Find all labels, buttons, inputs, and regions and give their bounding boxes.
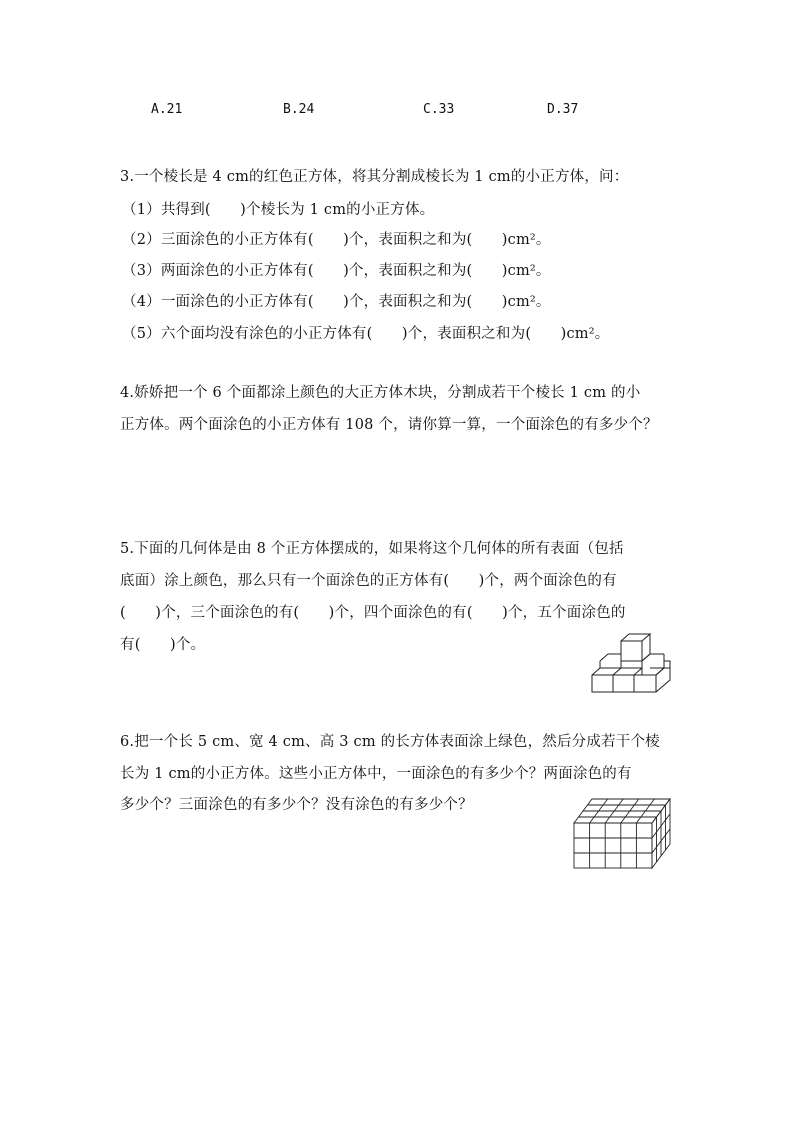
eight-cube-figure bbox=[588, 630, 678, 696]
option-a: A.21 bbox=[151, 102, 183, 117]
q3-item-2: （2）三面涂色的小正方体有( )个，表面积之和为( )cm²。 bbox=[122, 232, 551, 248]
option-d: D.37 bbox=[547, 102, 579, 117]
q3-stem: 3.一个棱长是 4 cm的红色正方体，将其分割成棱长为 1 cm的小正方体，问： bbox=[120, 169, 629, 185]
q5-line-1: 5.下面的几何体是由 8 个正方体摆成的，如果将这个几何体的所有表面（包括 bbox=[120, 541, 624, 557]
option-c: C.33 bbox=[423, 102, 455, 117]
q3-item-5: （5）六个面均没有涂色的小正方体有( )个，表面积之和为( )cm²。 bbox=[122, 326, 610, 342]
q6-line-3: 多少个？三面涂色的有多少个？没有涂色的有多少个？ bbox=[120, 797, 473, 813]
q3-item-1: （1）共得到( )个棱长为 1 cm的小正方体。 bbox=[122, 202, 435, 218]
q3-item-3: （3）两面涂色的小正方体有( )个，表面积之和为( )cm²。 bbox=[122, 263, 551, 279]
q4-line-1: 4.娇娇把一个 6 个面都涂上颜色的大正方体木块，分割成若干个棱长 1 cm 的小 bbox=[120, 385, 641, 401]
q6-line-1: 6.把一个长 5 cm、宽 4 cm、高 3 cm 的长方体表面涂上绿色，然后分成若干个棱 bbox=[120, 734, 660, 750]
cuboid-grid-figure bbox=[570, 795, 674, 871]
option-b: B.24 bbox=[283, 102, 315, 117]
q3-item-4: （4）一面涂色的小正方体有( )个，表面积之和为( )cm²。 bbox=[122, 294, 551, 310]
q5-line-3: ( )个，三个面涂色的有( )个，四个面涂色的有( )个，五个面涂色的 bbox=[120, 605, 626, 621]
q4-line-2: 正方体。两个面涂色的小正方体有 108 个，请你算一算，一个面涂色的有多少个？ bbox=[120, 417, 658, 433]
q5-line-4: 有( )个。 bbox=[120, 637, 206, 653]
q5-line-2: 底面）涂上颜色，那么只有一个面涂色的正方体有( )个，两个面涂色的有 bbox=[120, 573, 617, 589]
q6-line-2: 长为 1 cm的小正方体。这些小正方体中，一面涂色的有多少个？两面涂色的有 bbox=[120, 766, 632, 782]
